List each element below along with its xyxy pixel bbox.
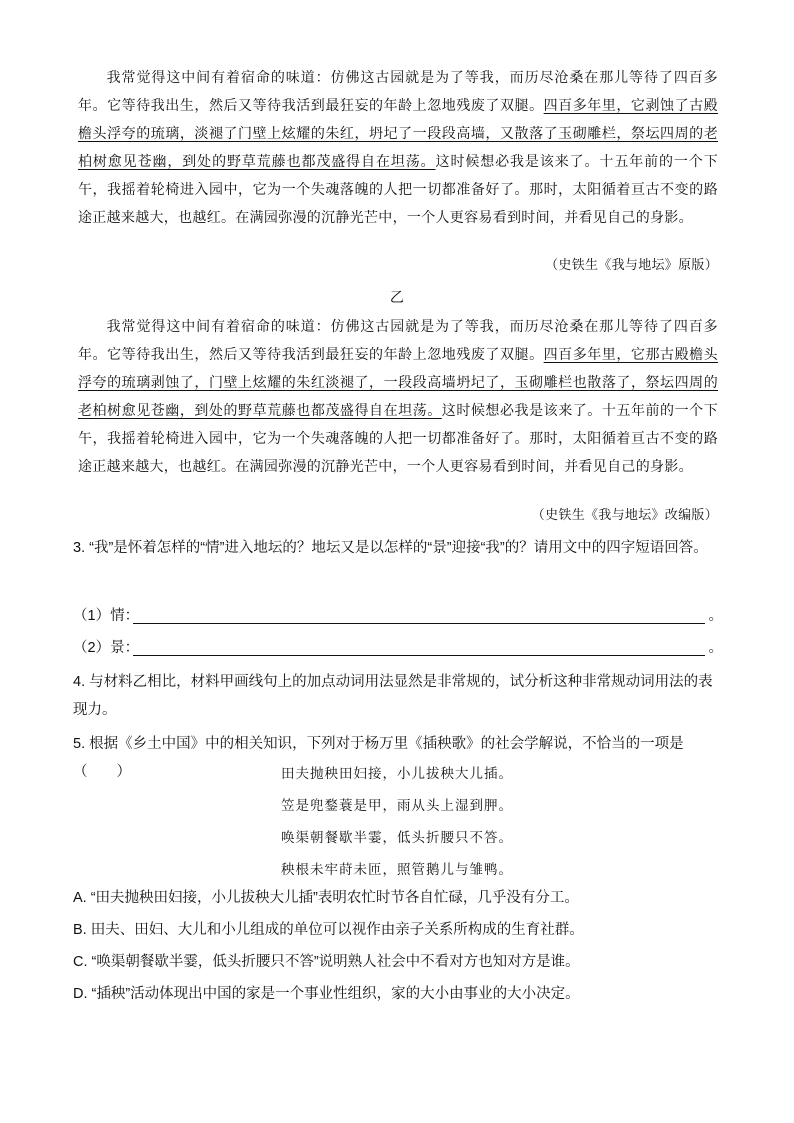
answer-label-emotion: （1）情：	[73, 608, 140, 624]
question-3: 3. “我”是怀着怎样的“情”进入地坛的？地坛又是以怎样的“景”迎接“我”的？请用文中的四字短语回答。	[73, 540, 708, 556]
answer-end-mark: 。	[708, 640, 723, 656]
passage-b-label: 乙	[389, 290, 405, 306]
answer-row-emotion	[73, 604, 723, 628]
option-d[interactable]: D. “插秧”活动体现出中国的家是一个事业性组织，家的大小由事业的大小决定。	[73, 986, 580, 1002]
passage-b-paragraph	[78, 313, 718, 481]
passage-a-paragraph	[78, 64, 718, 232]
question-5: 5. 根据《乡土中国》中的相关知识，下列对于杨万里《插秧歌》的社会学解说，不恰当的一项是（ ）	[73, 736, 684, 780]
passage-b-source: （史铁生《我与地坛》改编版）	[531, 508, 718, 523]
passage-a-underlined-sentence: 四百多年里，它剥蚀了古殿檐头浮夸的琉璃，淡褪了门壁上炫耀的朱红，坍圮了一段段高墙，又散落了玉砌雕栏，祭坛四周的老柏树愈见苍幽，到处的野草荒藤也都茂盛得自在坦荡。	[78, 98, 718, 170]
option-a[interactable]: A. “田夫抛秧田妇接，小儿拔秧大儿插”表明农忙时节各自忙碌，几乎没有分工。	[73, 890, 579, 906]
poem-line: 笠是兜鍪蓑是甲，雨从头上湿到胛。	[281, 798, 513, 814]
answer-row-scene	[73, 636, 723, 660]
answer-blank-scene[interactable]	[133, 655, 705, 656]
answer-end-mark: 。	[708, 608, 723, 624]
passage-b-text: 我常觉得这中间有着宿命的味道：仿佛这古园就是为了等我，而历尽沧桑在那儿等待了四百多年。它等待我出生，然后又等待我活到最狂妄的年龄上忽地残废了双腿。	[78, 319, 718, 363]
passage-a-tail: 这时候想必我是该来了。十五年前的一个下午，我摇着轮椅进入园中，它为一个失魂落魄的人把一切都准备好了。那时，太阳循着亘古不变的路途正越来越大，也越红。在满园弥漫的沉静光芒中，一个人更容易看到时间，并看见自己的身影。	[78, 154, 719, 226]
poem-line: 唤渠朝餐歇半霎，低头折腰只不答。	[281, 830, 513, 846]
option-b[interactable]: B. 田夫、田妇、大儿和小儿组成的单位可以视作由亲子关系所构成的生育社群。	[73, 922, 584, 938]
question-4: 4. 与材料乙相比，材料甲画线句上的加点动词用法显然是非常规的，试分析这种非常规动词用法的表现力。	[73, 674, 713, 718]
passage-a-source: （史铁生《我与地坛》原版）	[545, 258, 718, 273]
poem-line: 秧根未牢莳未匝，照管鹅儿与雏鸭。	[281, 862, 513, 878]
answer-label-scene: （2）景：	[73, 640, 140, 656]
answer-blank-emotion[interactable]	[133, 623, 705, 624]
poem-line: 田夫抛秧田妇接，小儿拔秧大儿插。	[281, 766, 513, 782]
passage-b-underlined-sentence: 四百多年里，它那古殿檐头浮夸的琉璃剥蚀了，门壁上炫耀的朱红淡褪了，一段段高墙坍圮了，玉砌雕栏也散落了，祭坛四周的老柏树愈见苍幽，到处的野草荒藤也都茂盛得自在坦荡。	[78, 347, 718, 419]
passage-b-tail: 这时候想必我是该来了。十五年前的一个下午，我摇着轮椅进入园中，它为一个失魂落魄的人把一切都准备好了。那时，太阳循着亘古不变的路途正越来越大，也越红。在满园弥漫的沉静光芒中，一个人更容易看到时间，并看见自己的身影。	[78, 403, 718, 475]
passage-a-text: 我常觉得这中间有着宿命的味道：仿佛这古园就是为了等我，而历尽沧桑在那儿等待了四百多年。它等待我出生，然后又等待我活到最狂妄的年龄上忽地残废了双腿。	[78, 70, 718, 114]
option-c[interactable]: C. “唤渠朝餐歇半霎，低头折腰只不答”说明熟人社会中不看对方也知对方是谁。	[73, 954, 580, 970]
